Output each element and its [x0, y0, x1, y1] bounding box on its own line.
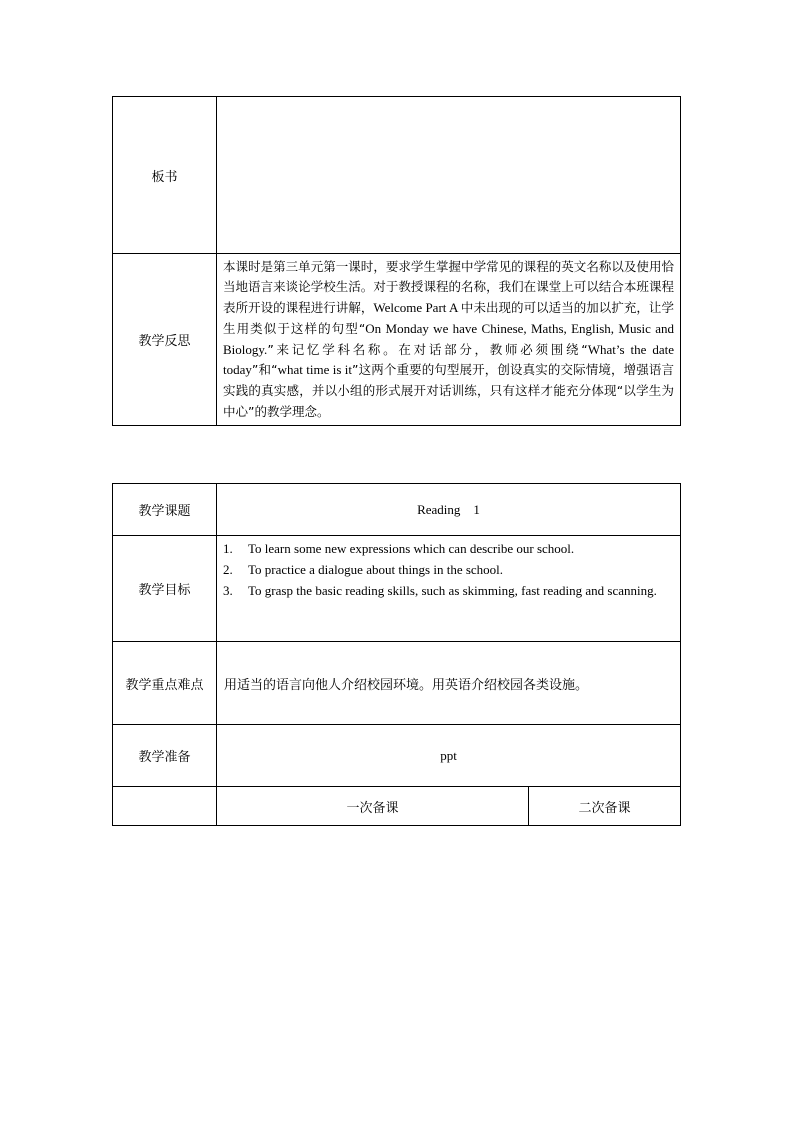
reflection-segment: 中未出现的可以适当的加以扩充，让学生用类似于这样的句型“ — [223, 300, 674, 336]
prep-row — [113, 725, 681, 787]
goals-list-cell — [217, 536, 681, 642]
lesson-plan-table — [112, 483, 681, 826]
reflection-label: 教学反思 — [113, 254, 217, 426]
reflection-segment: ”这两个重要的句型展开，创设真实的交际情境，增强语言实践的真实感，并以小组的形式展开对话训练，只有这样才能充分体现“以学生为中心”的教学理念。 — [223, 362, 674, 419]
goal-number: 1. — [223, 541, 233, 556]
reflection-row — [113, 254, 681, 426]
first-prep-header: 一次备课 — [217, 787, 529, 826]
reflection-segment: what time is it — [277, 362, 352, 378]
focus-value: 用适当的语言向他人介绍校园环境。用英语介绍校园各类设施。 — [217, 642, 681, 725]
list-item — [223, 559, 674, 580]
goal-number: 2. — [223, 562, 233, 577]
goal-text: To learn some new expressions which can describe our school. — [248, 541, 575, 556]
goal-text: To grasp the basic reading skills, such as skimming, fast reading and scanning. — [248, 583, 657, 598]
board-label: 板书 — [113, 97, 217, 254]
topic-row — [113, 484, 681, 536]
reflection-segment: Welcome Part A — [373, 300, 461, 316]
lesson-reflection-table — [112, 96, 681, 426]
goal-text: To practice a dialogue about things in the school. — [248, 562, 504, 577]
empty-cell — [113, 787, 217, 826]
topic-label: 教学课题 — [113, 484, 217, 536]
focus-label: 教学重点难点 — [113, 642, 217, 725]
reflection-segment: ”和“ — [251, 362, 278, 378]
list-item — [223, 580, 674, 601]
reflection-segment: On Monday we have Chinese, Maths, English, Music and Biology. — [223, 320, 674, 357]
second-prep-header: 二次备课 — [529, 787, 681, 826]
board-row — [113, 97, 681, 254]
topic-value: Reading 1 — [217, 484, 681, 536]
goals-label: 教学目标 — [113, 536, 217, 642]
reflection-text — [217, 254, 681, 426]
prep-label: 教学准备 — [113, 725, 217, 787]
reflection-segment: 本课时是第三单元第一课时，要求学生掌握中学常见的课程的英文名称以及使用恰当地语言来谈论学校生活。对于教授课程的名称，我们在课堂上可以结合本班课程表所开设的课程进行讲解， — [223, 258, 674, 316]
reflection-segment: ”来记忆学科名称。在对话部分，教师必须围绕“ — [267, 341, 588, 357]
prep-headers-row — [113, 787, 681, 826]
goals-row — [113, 536, 681, 642]
goal-number: 3. — [223, 583, 233, 598]
goals-list — [223, 538, 674, 601]
list-item — [223, 538, 674, 559]
prep-value: ppt — [217, 725, 681, 787]
board-content — [217, 97, 681, 254]
focus-row — [113, 642, 681, 725]
reflection-segment: What’s the date today — [223, 341, 675, 378]
